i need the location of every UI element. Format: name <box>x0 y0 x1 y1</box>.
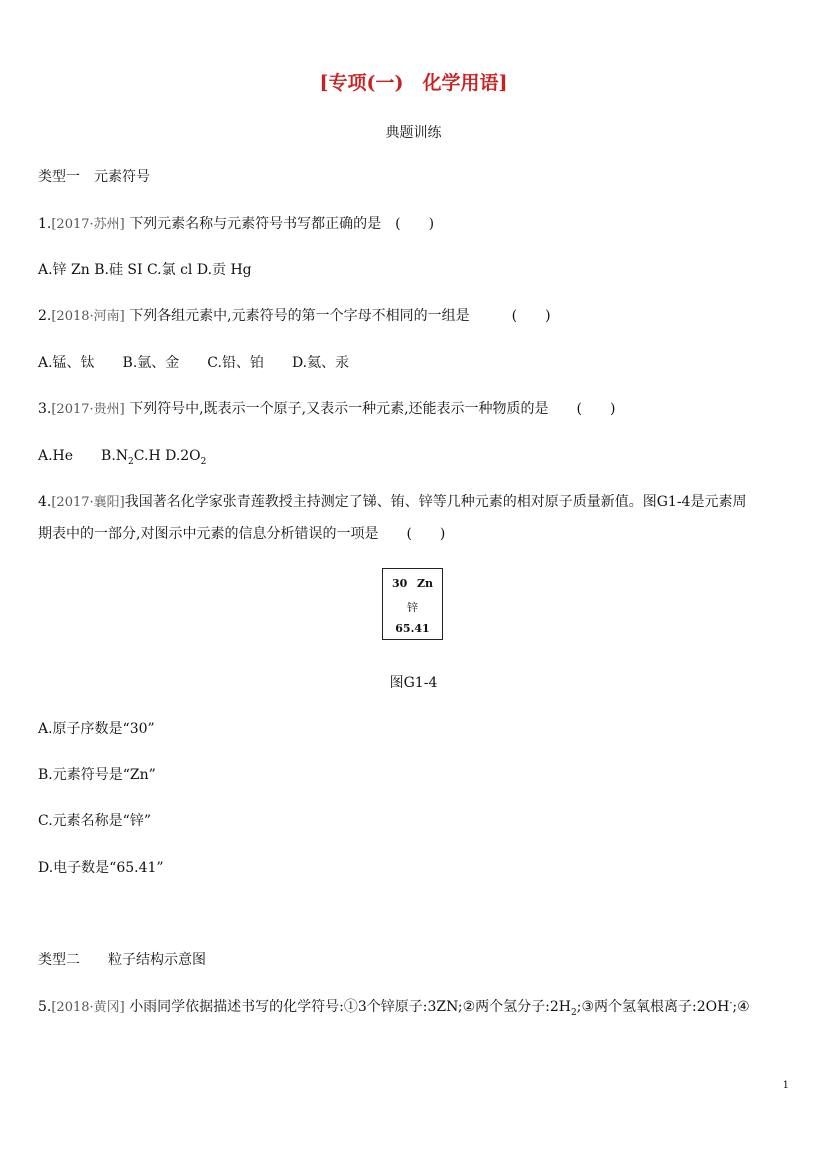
page-title: [专项(一) 化学用语] <box>319 72 508 94</box>
option-text: C.H D.2O <box>133 448 201 464</box>
question-text: 下列各组元素中,元素符号的第一个字母不相同的一组是 ( ) <box>129 308 551 324</box>
question-text: 小雨同学依据描述书写的化学符号:①3个锌原子:3ZN;②两个氢分子:2H <box>129 999 572 1015</box>
question-number: 4. <box>38 494 52 510</box>
question-2 <box>38 305 551 325</box>
question-source: [2018·黄冈] <box>51 1000 125 1015</box>
option-text: A.He B.N <box>38 448 129 464</box>
question-text: 我国著名化学家张青莲教授主持测定了锑、铕、锌等几种元素的相对原子质量新值。图G1-4是元素周 <box>124 494 747 510</box>
question-2-options: A.锰、钛 B.氩、金 C.铅、铂 D.氦、汞 <box>38 355 350 371</box>
atomic-number: 30 <box>392 577 408 590</box>
question-4-option-b: B.元素符号是“Zn” <box>38 767 156 783</box>
question-source: [2017·贵州] <box>51 402 125 417</box>
question-number: 2. <box>38 308 52 324</box>
question-number: 5. <box>38 999 52 1015</box>
figure-caption: 图G1-4 <box>389 675 438 691</box>
question-4-option-d: D.电子数是“65.41” <box>38 860 164 876</box>
question-1-options: A.锌 Zn B.硅 SI C.氯 cl D.贡 Hg <box>38 262 252 278</box>
subscript: 2 <box>128 456 134 467</box>
question-source: [2017·襄阳] <box>51 495 125 510</box>
question-text: ;④ <box>732 999 750 1015</box>
question-4-continued: 期表中的一部分,对图示中元素的信息分析错误的一项是 ( ) <box>38 526 446 542</box>
subscript: 2 <box>200 456 207 467</box>
section-heading-2: 类型二 粒子结构示意图 <box>38 952 206 968</box>
element-symbol: Zn <box>416 577 433 590</box>
periodic-element-card <box>382 568 443 640</box>
question-4-option-c: C.元素名称是“锌” <box>38 813 151 829</box>
question-4-option-a: A.原子序数是“30” <box>38 721 155 737</box>
question-5 <box>38 996 750 1018</box>
section-heading-1: 类型一 元素符号 <box>38 169 150 185</box>
question-3 <box>38 398 615 418</box>
subtitle: 典题训练 <box>385 125 442 141</box>
page-number: 1 <box>782 1080 789 1091</box>
atomic-mass: 65.41 <box>395 622 430 635</box>
question-1 <box>38 213 434 233</box>
element-name: 锌 <box>407 601 418 614</box>
question-source: [2018·河南] <box>51 309 125 324</box>
question-text: 下列元素名称与元素符号书写都正确的是 ( ) <box>129 216 435 232</box>
question-3-options <box>38 445 206 467</box>
subscript: 2 <box>571 1007 577 1018</box>
question-source: [2017·苏州] <box>51 217 125 232</box>
question-number: 3. <box>38 401 52 417</box>
superscript: - <box>729 998 733 1009</box>
question-text: ;③两个氢氧根离子:2OH <box>576 999 730 1015</box>
question-4 <box>38 491 746 511</box>
question-text: 下列符号中,既表示一个原子,又表示一种元素,还能表示一种物质的是 ( ) <box>129 401 616 417</box>
question-number: 1. <box>38 216 52 232</box>
